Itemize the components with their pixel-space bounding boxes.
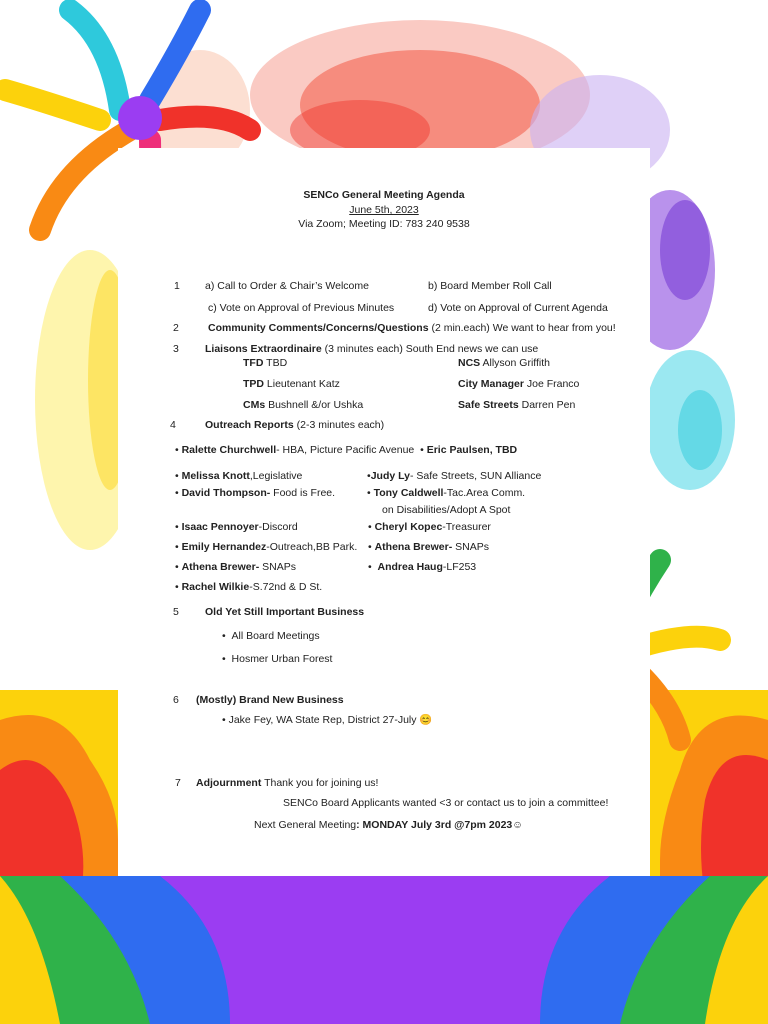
item5-bullet: • Hosmer Urban Forest — [222, 653, 333, 665]
outreach-item: • Athena Brewer- SNAPs — [368, 541, 489, 553]
item6-bullet: • Jake Fey, WA State Rep, District 27-July 😊 — [222, 714, 433, 726]
outreach-item: • Melissa Knott,Legislative — [175, 470, 303, 482]
item4-line — [205, 419, 384, 432]
liaison: TFD TBD — [243, 357, 288, 369]
meeting-date: June 5th, 2023 — [349, 204, 419, 216]
smiley-emoji-icon: 😊 — [419, 714, 433, 726]
next-meeting: Next General Meeting: MONDAY July 3rd @7pm 2023☺ — [254, 819, 524, 831]
item-number: 7 — [175, 777, 181, 789]
liaison: City Manager Joe Franco — [458, 378, 580, 390]
item2-line — [208, 322, 616, 335]
liaison: NCS Allyson Griffith — [458, 357, 551, 369]
outreach-item-cont: on Disabilities/Adopt A Spot — [382, 504, 511, 516]
applicants-note: SENCo Board Applicants wanted <3 or contact us to join a committee! — [283, 797, 609, 809]
item3-rest: (3 minutes each) South End news we can use — [324, 343, 539, 355]
item-number: 5 — [173, 606, 179, 618]
item5-title: Old Yet Still Important Business — [205, 606, 365, 618]
item4-title: Outreach Reports — [205, 419, 294, 431]
item7-line — [196, 777, 378, 790]
outreach-item: • Andrea Haug-LF253 — [368, 561, 477, 573]
smile-icon: ☺ — [512, 819, 524, 831]
item-number: 2 — [173, 322, 179, 334]
outreach-item: • Isaac Pennoyer-Discord — [175, 521, 298, 533]
item3-title: Liaisons Extraordinaire — [205, 343, 322, 355]
outreach-item: • Rachel Wilkie-S.72nd & D St. — [175, 581, 323, 593]
item-number: 6 — [173, 694, 179, 706]
item-number: 1 — [174, 280, 180, 292]
item4-rest: (2-3 minutes each) — [296, 419, 385, 431]
outreach-item: •Judy Ly- Safe Streets, SUN Alliance — [367, 470, 542, 482]
zoom-info: Via Zoom; Meeting ID: 783 240 9538 — [298, 218, 470, 230]
outreach-item: • Cheryl Kopec-Treasurer — [368, 521, 491, 533]
item6-title: (Mostly) Brand New Business — [196, 694, 344, 706]
item1-a: a) Call to Order & Chair’s Welcome — [205, 280, 369, 292]
item2-title: Community Comments/Concerns/Questions — [208, 322, 429, 334]
outreach-row: • Ralette Churchwell- HBA, Picture Pacific Avenue • Eric Paulsen, TBD — [175, 444, 518, 456]
item-number: 3 — [173, 343, 179, 355]
item1-d: d) Vote on Approval of Current Agenda — [428, 302, 608, 314]
item5-bullet: • All Board Meetings — [222, 630, 320, 642]
item7-title: Adjournment — [196, 777, 262, 789]
agenda-title: SENCo General Meeting Agenda — [303, 189, 465, 201]
outreach-item: • David Thompson- Food is Free. — [175, 487, 336, 499]
outreach-item: • Athena Brewer- SNAPs — [175, 561, 296, 573]
item1-c: c) Vote on Approval of Previous Minutes — [208, 302, 395, 314]
liaison: Safe Streets Darren Pen — [458, 399, 576, 411]
item1-b: b) Board Member Roll Call — [428, 280, 552, 292]
item7-rest: Thank you for joining us! — [264, 777, 379, 789]
outreach-item: • Emily Hernandez-Outreach,BB Park. — [175, 541, 358, 553]
liaison: CMs Bushnell &/or Ushka — [243, 399, 364, 411]
liaison: TPD Lieutenant Katz — [243, 378, 340, 390]
item-number: 4 — [170, 419, 176, 431]
outreach-item: • Tony Caldwell-Tac.Area Comm. — [367, 487, 526, 499]
item3-line — [205, 343, 538, 356]
item2-rest: (2 min.each) We want to hear from you! — [431, 322, 616, 334]
